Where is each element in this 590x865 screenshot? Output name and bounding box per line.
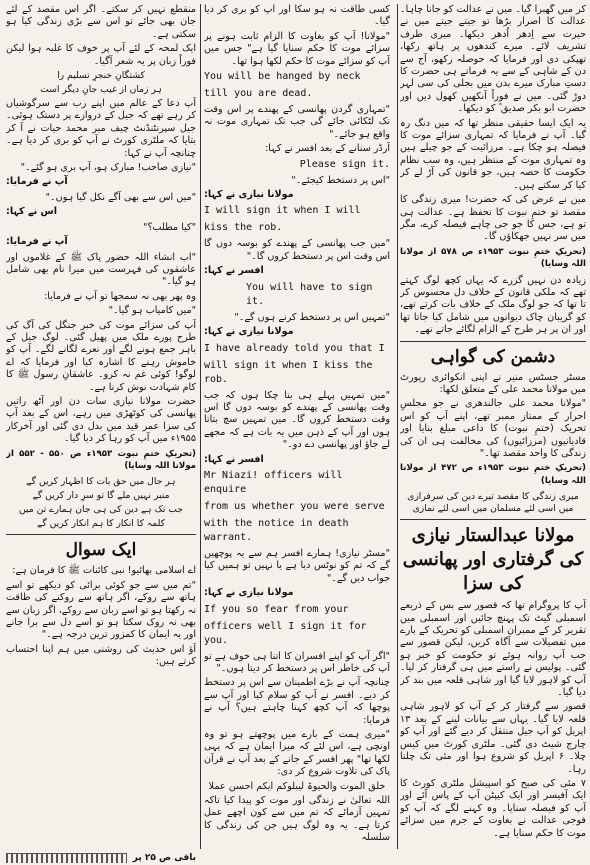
paragraph: آپ دعا کے عالم میں اپنے رب سے سرگوشیاں کر رہے تھے کہ جیل کے دروازے پر دستک ہوئی۔ جیل سپرنٹنڈنٹ چیف میر محمد حیات نے آ کر بتایا کہ ملٹری کورٹ نے آپ کو بری کر دیا ہے۔ چنانچہ آپ نے کہا:: [6, 98, 196, 159]
speaker-label: آپ نے فرمایا:: [6, 176, 68, 188]
left-column: [6, 4, 196, 851]
speaker-label: مولانا نیازی نے کہا:: [204, 587, 294, 599]
translation: "اگر آپ کو اپنے افسران کا اتنا ہی خوف ہے تو آپ کی خاطر اس پر دستخط کر دیتا ہوں۔": [204, 650, 390, 674]
paragraph: آرڈر سنانے کے بعد افسر نے کہا:: [265, 143, 390, 155]
speaker-label: مولانا نیازی نے کہا:: [204, 189, 294, 201]
citation: (تحریکِ ختمِ نبوت ۱۹۵۳ء ص ۴۷۲ از مولانا اللہ وسایا): [400, 463, 586, 486]
english-quote: from us whether you were serve: [204, 500, 385, 512]
section-heading: ایک سوال: [65, 540, 137, 561]
speaker-label: آپ نے فرمایا:: [6, 236, 68, 248]
translation: "تمہیں اس پر دستخط کرنے ہوں گے۔": [234, 311, 390, 323]
quote: "میں اس سے بھی آگے نکل گیا ہوں۔": [45, 191, 196, 203]
quote: "مولانا محمد علی جالندھری نے جو مجلسِ احرار کے ممتاز ممبر تھے، اپنے آپ کو اس تحریک (ختمِ نبوت) کا داعی مبلغ بنایا اور قادیانیوں (مرزائیوں) کی مخالفت ہی ان کی زندگی کا واحد مقصد تھا۔": [400, 398, 586, 459]
paragraph: ۷ مئی کی صبح کو اسپیشل ملٹری کورٹ کا ایک آفیسر اور ایک کیپٹن آپ کے پاس آئے اور آپ کو فیصلہ سنایا۔ وہ کہنے لگے کہ آپ کو فوجی عدالت نے بغاوت کے جرم میں سزائے موت کا حکم سنایا ہے۔: [400, 777, 586, 839]
english-quote: You will have to sign it.: [246, 281, 373, 307]
translation: "میں تمہیں پہلے ہی بتا چکا ہوں کہ جب وقت پھانسی کے پھندے کو بوسہ دوں گا اس وقت دستخط کروں گا۔ میں تمہیں سچ بتاتا ہوں اور آپ کے ذہن میں یہ بات ہے کہ مجھے لے جاؤ اور پھانسی دے دو۔": [204, 389, 390, 451]
paragraph: "میری ہمت کے بارے میں پوچھتے ہو تو وہ اونچی ہے، اس لئے کہ میرا ایمان ہے کہ یہی لکھا تھا" پھر افسر کے جانے کے بعد آپ نے قرآن پاک کی تلاوت شروع کر دی:: [204, 729, 390, 778]
section-divider: [6, 534, 196, 535]
paragraph: اے اسلامی بھائیو! نبی کائنات ﷺ کا فرمان ہے:: [12, 565, 196, 577]
english-quote: If you so fear from your: [204, 603, 349, 615]
english-quote: will sign it when I kiss the rob.: [204, 359, 373, 385]
section-divider: [400, 519, 586, 520]
english-quote: I will sign it when I will: [204, 205, 361, 217]
translation: "مسٹر نیازی! ہمارے افسر ہم سے یہ پوچھیں گے کہ تم کو نوٹس دیا ہے یا نہیں تو ہمیں کیا جواب دیں گے۔": [204, 547, 390, 584]
continuation-footer: [6, 851, 196, 864]
footer-ornament: [6, 853, 127, 863]
column-divider: [397, 4, 398, 849]
english-quote: Please sign it.: [299, 158, 390, 170]
quote: "تم میں سے جو کوئی برائی کو دیکھے تو اسے ہاتھ سے روکے، اگر ہاتھ سے روکنے کی طاقت نہ رکھتا ہو تو اسے زبان سے روکے، اگر زبان سے بھی نہ روک سکتا ہو تو اسے دل سے برا جانے اور یہ ایمان کا کمزور ترین درجہ ہے۔": [6, 579, 196, 641]
middle-column: [204, 4, 390, 851]
paragraph: قصور سے گرفتار کر کے آپ کو لاہور شاہی قلعہ لایا گیا۔ یہاں سے بیانات لینے کے بعد ۱۳ اپریل کو آپ جیل منتقل کر دیے گئے اور آپ کو چارج شیٹ دی گئی۔ ملٹری کورٹ میں کیس چلا۔ ۶ اپریل کو شروع ہوا اور مئی تک چلتا رہا۔: [400, 701, 586, 775]
paragraph: حضرت مولانا نیازی سات دن اور آٹھ راتیں پھانسی کی کوٹھڑی میں رہے، اس کے بعد آپ کی سزا عمر قید میں بدل دی گئی اور آخرکار ۱۹۵۵ء میں آپ کو رہا کر دیا گیا۔: [6, 395, 196, 445]
translation: "میں جب پھانسی کے پھندے کو بوسہ دوں گا اس وقت اس پر دستخط کروں گا۔": [204, 238, 390, 262]
section-heading: مولانا عبدالستار نیازی کی گرفتاری اور پھانسی کی سزا: [402, 525, 584, 595]
column-divider: [200, 4, 201, 849]
paragraph: چنانچہ آپ نے بڑے اطمینان سے اس پر دستخط کر دیے۔ افسر نے آپ کو سلام کیا اور آپ سے پوچھا کہ آپ کچھ کہنا چاہتے ہیں؟ آپ نے فرمایا:: [204, 677, 390, 726]
continued-on-label: باقی ص ۲۵ پر: [132, 852, 196, 863]
paragraph: وہ پھر بھی نہ سمجھا تو آپ نے فرمایا:: [44, 290, 196, 302]
right-column: [400, 4, 586, 851]
paragraph: زیادہ دن نہیں گزرے کہ یہاں کچھ لوگ کہتے تھے کہ ملکی قانون کے خلاف دل محسوس کر تا تھا کہ جو لوگ ملک کے خلاف بات کرتے تھے، کو گریبان چاک دیوانوں میں شامل کیا جاتا تھا اور ان پر ہر طرح کے الزام لگائے جاتے تھے۔: [400, 274, 586, 336]
citation: (تحریکِ ختمِ نبوت ۱۹۵۳ء ص ۵۷۸ از مولانا اللہ وسایا): [400, 246, 586, 270]
verse: جب تک ہے دین کی ہی جان ہمارے تن میں: [18, 504, 184, 516]
english-quote: till you are dead.: [204, 88, 313, 100]
paragraph: کر میں گھبرا گیا۔ میں نے عدالت کو جانا چاہا۔ عدالت کا اصرار بڑھا تو جیتے جیتے میں نے حیرت سے اِدھر اُدھر دیکھا۔ میری طرف تشریف لائے۔ میرے کندھوں پر ہاتھ رکھا، تھپکی دی اور فرمایا کہ حوصلہ رکھو، آج سے دن کے شاہی کے سے یہ فرماتے ہی حضرت کا دستِ مبارک میرے بدن میں بجلی کی سی لہر دوڑ گئی۔ میں نے فوراً آنکھیں کھول دیں اور حضرت ابو بکر صدیق ؓ کو دیکھا۔: [400, 4, 586, 115]
speaker-label: افسر نے کہا:: [204, 453, 264, 465]
english-quote: I have already told you that I: [204, 342, 385, 354]
quote: "نیازی صاحب! مبارک ہو، آپ بری ہو گئے۔": [20, 162, 196, 174]
paragraph: ایک لمحہ کے لئے آپ پر خوف کا غلبہ ہوا لیکن فوراً زبان پر یہ شعر آگیا۔: [6, 43, 196, 67]
english-quote: Mr Niazi! officers will enquire: [204, 469, 343, 495]
paragraph: منقطع نہیں کر سکتے۔ اگر اس مقصد کے لئے جان بھی جائے تو اس سے بڑی زندگی کیا ہو سکتی ہے۔: [6, 4, 196, 40]
quote: "کیا مطلب؟": [143, 221, 196, 233]
paragraph: کسی طاقت نہ ہو سکا اور آپ کو بری کر دیا گیا۔: [204, 4, 390, 28]
paragraph: مسٹر جسٹس منیر نے اپنی انکوائری رپورٹ میں مولانا محمد علی کے متعلق لکھا:: [400, 371, 586, 395]
paragraph: آؤ اس حدیث کی روشنی میں ہم اپنا احتساب کرتے ہیں:: [6, 643, 196, 668]
paragraph: میں نے عرض کی کہ حضرت! میری زندگی کا مقصد تو ختمِ نبوت کا تحفظ ہے۔ عدالت ہی تو ہے، جس کا جو جی چاہے فیصلہ کرے، مگر میں سر نہیں جھکاؤں گا۔: [400, 194, 586, 243]
verse: ہر حال میں حق بات کا اظہار کریں گے: [26, 476, 176, 488]
speaker-label: افسر نے کہا:: [204, 265, 264, 277]
paragraph: یہ ایک ایسا حقیقی منظر تھا کہ میں دنگ رہ گیا۔ آپ نے فرمایا کہ تمہاری سزائے موت کا فیصلہ ہو چکا ہے۔ مرزائیت کے جو چیلے ہیں وہ تمہاری موت کے منتظر ہیں، وہ سب نظام حکومت کا حصہ ہیں، جو قانون کی آڑ لے کر کیا کر سکتے ہیں۔: [400, 117, 586, 191]
verse: کشتگانِ خنجرِ تسلیم را: [57, 70, 145, 82]
section-divider: [400, 341, 586, 342]
quote: "اب انشاء اللہ حضور پاک ﷺ کے غلاموں اور عاشقوں کی فہرست میں میرا نام بھی شامل ہو گیا۔": [6, 251, 196, 288]
quranic-verse: خلق الموت والحیوۃ لیبلوکم ایکم احسن عملا: [208, 780, 386, 792]
english-quote: You will be hanged by neck: [204, 71, 361, 83]
paragraph: آپ کا پروگرام تھا کہ قصور سے بس کے ذریعے اسمبلی گیٹ تک پہنچ جائیں اور اسمبلی میں تقریر کر کے ممبران اسمبلی کو تحریک کے بارے میں تفصیلات سے آگاہ کریں، لیکن قصور سے جب آپ روانہ ہوئے تو حکومت کو خبر ہو گئی۔ پولیس نے راستے میں ہی گرفتار کر لیا۔ آپ کو لاہور لایا گیا اور شاہی قلعہ میں بند کر دیا گیا۔: [400, 600, 586, 699]
translation: "تمہاری گردن پھانسی کے پھندے پر اس وقت تک لٹکائی جائے گی جب تک تمہاری موت نہ واقع ہو جائے۔": [204, 104, 390, 140]
english-quote: kiss the rob.: [204, 222, 283, 234]
citation: (تحریکِ ختمِ نبوت ۱۹۵۳ء ص ۵۵۰ - ۵۵۲ از مولانا اللہ وسایا): [6, 448, 196, 471]
english-quote: with the notice in death warrant.: [204, 517, 349, 543]
quote: "میں کامیاب ہو گیا۔": [108, 305, 196, 317]
verse: ہر زماں از غیب جانِ دیگر است: [40, 84, 162, 96]
paragraph: اللہ تعالیٰ نے زندگی اور موت کو پیدا کیا تاکہ تمہیں آزمائے کہ تم میں سے کون اچھے عمل کرتا ہے۔ یہ وہ لوگ ہیں جن کی زندگی کا سلسلہ: [204, 795, 390, 844]
paragraph: آپ کی سزائے موت کی خبر جنگل کی آگ کی طرح پورے ملک میں پھیل گئی۔ لوگ جیل کے باہر جمع ہونے لگے اور نعرے لگانے لگے۔ آپ کو خاموش رہنے کا اشارہ کیا اور فرمایا کہ اے لوگو! کوئی غم نہ کرو۔ عاشقانِ رسول ﷺ کا کام شہادت نوش کرنا ہے۔: [6, 319, 196, 393]
verse: کلمہ کا انکار کا ہم انکار کریں گے: [37, 518, 165, 530]
english-quote: officers well I sign it for you.: [204, 620, 367, 646]
speaker-label: اس نے کہا:: [6, 206, 58, 218]
speaker-label: مولانا نیازی نے کہا:: [204, 326, 294, 338]
section-heading: دشمن کی گواہی: [430, 346, 556, 367]
translation: "اس پر دستخط کیجئے۔": [291, 174, 390, 186]
paragraph: "مولانا! آپ کو بغاوت کا الزام ثابت ہونے پر سزائے موت کا حکم سنایا گیا ہے" جس میں آپ کو سزائے موت کا حکم لکھا ہوا تھا۔: [204, 30, 390, 67]
verse: منبر نہیں ملے گا تو سرِ دار کریں گے: [32, 490, 170, 502]
verse: میری زندگی کا مقصد تیرے دین کی سرفرازی میں اسی لئے مسلمان میں اسی لئے نمازی: [407, 491, 579, 515]
